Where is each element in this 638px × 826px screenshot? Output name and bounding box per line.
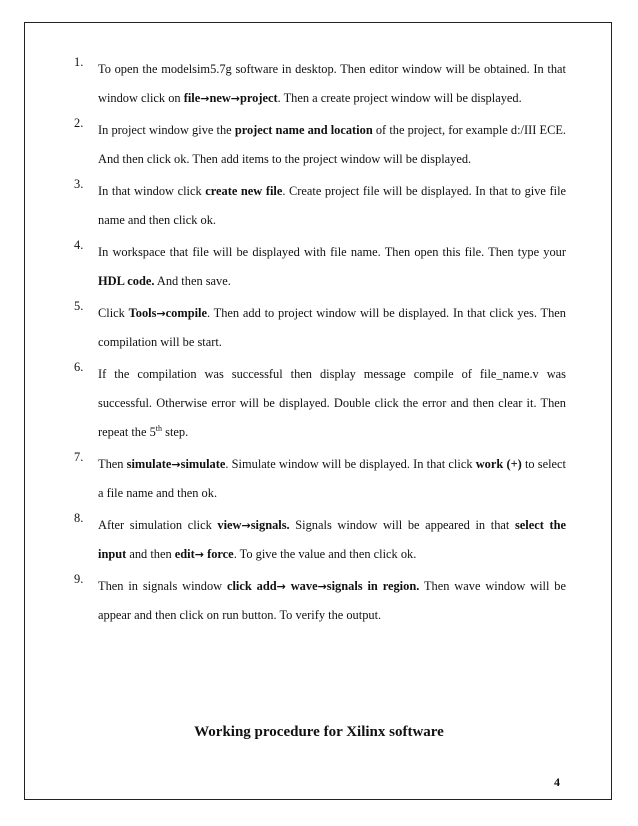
bold-term: new <box>209 91 231 105</box>
bold-term: compile <box>165 306 207 320</box>
step-number: 8. <box>74 511 84 525</box>
bold-term: wave <box>290 579 318 593</box>
step-text: To open the modelsim5.7g software in desktop. Then editor window will be obtained. In that window click on file→new→project. Then a create project window will be displayed. <box>98 62 566 105</box>
step-text: In that window click create new file. Create project file will be displayed. In that to give file name and then click ok. <box>98 184 567 227</box>
arrow-right-icon: → <box>194 548 204 561</box>
page-number: 4 <box>554 775 560 789</box>
step-item <box>74 572 566 630</box>
bold-term: click add <box>226 579 277 593</box>
step-item <box>74 299 566 357</box>
bold-term: create new file <box>205 184 283 198</box>
step-text: Then simulate→simulate. Simulate window will be displayed. In that click work (+) to select a file name and then ok. <box>98 457 566 500</box>
bold-term: signals in region. <box>326 579 420 593</box>
arrow-right-icon: → <box>200 92 210 105</box>
step-item <box>74 177 566 235</box>
bold-term: HDL code. <box>98 274 155 288</box>
bold-term: project name and location <box>234 123 373 137</box>
bold-term: edit <box>174 547 195 561</box>
bold-term: simulate <box>180 457 226 471</box>
bold-term: work (+) <box>475 457 522 471</box>
step-text: After simulation click view→signals. Signals window will be appeared in that select the input and then edit→ force. To give the value and then click ok. <box>98 518 566 561</box>
step-text: If the compilation was successful then display message compile of file_name.v was successful. Otherwise error will be displayed. Double click the error and then clear it. Then repeat the 5th step. <box>98 367 566 439</box>
step-text: Click Tools→compile. Then add to project window will be displayed. In that click yes. Then compilation will be start. <box>98 306 566 349</box>
step-item <box>74 450 566 508</box>
step-number: 2. <box>74 116 84 130</box>
step-number: 1. <box>74 55 84 69</box>
bold-term: project <box>240 91 278 105</box>
step-item <box>74 360 566 447</box>
step-item <box>74 116 566 174</box>
arrow-right-icon: → <box>276 580 286 593</box>
arrow-right-icon: → <box>241 519 251 532</box>
step-item <box>74 511 566 569</box>
step-number: 7. <box>74 450 84 464</box>
step-number: 6. <box>74 360 84 374</box>
step-number: 3. <box>74 177 84 191</box>
step-text: Then in signals window click add→ wave→signals in region. Then wave window will be appear and then click on run button. To verify the output. <box>98 579 566 622</box>
step-text: In workspace that file will be displayed with file name. Then open this file. Then type your HDL code. And then save. <box>98 245 566 288</box>
bold-term: select the input <box>98 518 566 561</box>
step-number: 9. <box>74 572 84 586</box>
arrow-right-icon: → <box>230 92 240 105</box>
step-number: 5. <box>74 299 84 313</box>
bold-term: file <box>183 91 201 105</box>
bold-term: view <box>217 518 242 532</box>
bold-term: force <box>207 547 234 561</box>
bold-term: Tools <box>128 306 157 320</box>
arrow-right-icon: → <box>171 458 181 471</box>
bold-term: signals. <box>250 518 290 532</box>
step-number: 4. <box>74 238 84 252</box>
procedure-steps-list <box>74 55 567 641</box>
arrow-right-icon: → <box>156 307 166 320</box>
step-item <box>74 55 566 113</box>
step-item <box>74 238 566 296</box>
arrow-right-icon: → <box>317 580 327 593</box>
step-text: In project window give the project name and location of the project, for example d:/III ECE. And then click ok. Then add items to the project window will be displayed. <box>98 123 567 166</box>
bold-term: simulate <box>126 457 172 471</box>
section-heading: Working procedure for Xilinx software <box>194 724 444 740</box>
